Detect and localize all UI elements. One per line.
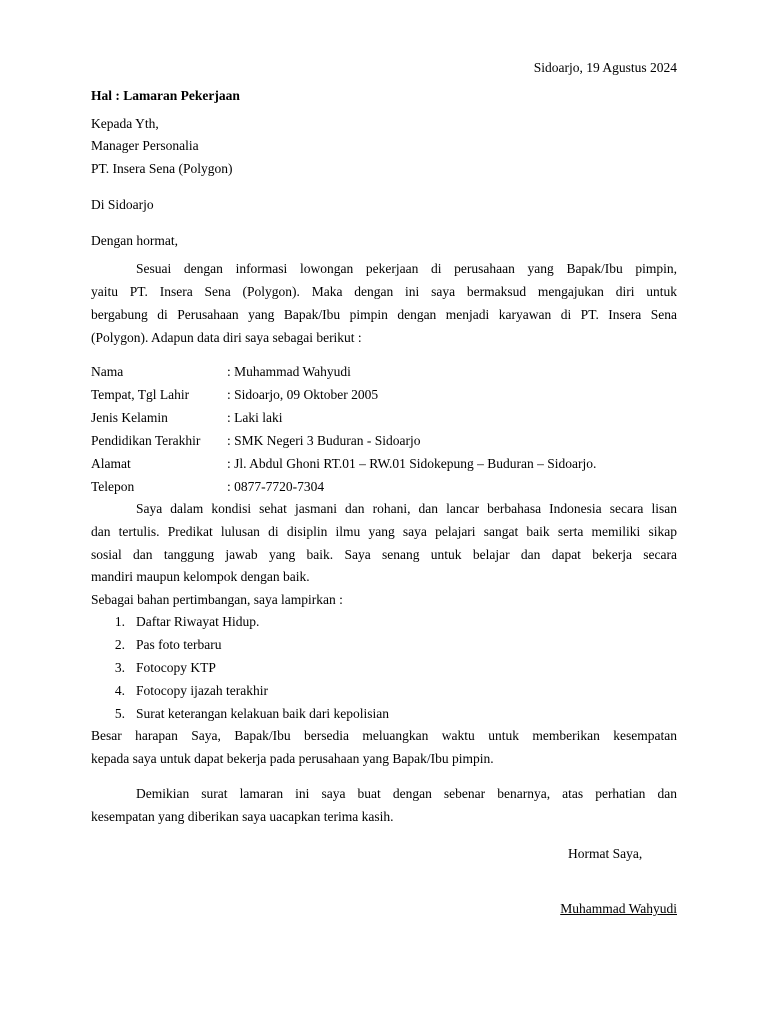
paragraph-line: kepada saya untuk dapat bekerja pada perusahaan yang Bapak/Ibu pimpin. — [91, 751, 494, 766]
field-label: Pendidikan Terakhir — [91, 433, 201, 448]
paragraph-line: sosial dan tanggung jawab yang baik. Saya senang untuk belajar dan dapat bekerja secara — [91, 547, 677, 562]
paragraph-line: mandiri maupun kelompok dengan baik. — [91, 569, 310, 584]
list-number: 5. — [114, 706, 125, 721]
letter-date: Sidoarjo, 19 Agustus 2024 — [533, 60, 677, 75]
greeting: Dengan hormat, — [91, 233, 178, 248]
list-item: Surat keterangan kelakuan baik dari kepolisian — [136, 706, 390, 721]
field-label: Tempat, Tgl Lahir — [91, 387, 190, 402]
paragraph-line: dan tertulis. Predikat lulusan di disiplin ilmu yang saya pelajari sangat baik serta memiliki sikap — [91, 524, 677, 539]
recipient-line: PT. Insera Sena (Polygon) — [91, 161, 233, 176]
list-item: Pas foto terbaru — [136, 637, 222, 652]
list-number: 2. — [114, 637, 125, 652]
list-number: 4. — [114, 683, 125, 698]
field-value: : SMK Negeri 3 Buduran - Sidoarjo — [227, 433, 421, 448]
letter-subject: Hal : Lamaran Pekerjaan — [91, 88, 240, 103]
recipient-line: Kepada Yth, — [91, 116, 159, 131]
paragraph-line: bergabung di Perusahaan yang Bapak/Ibu pimpin dengan menjadi karyawan di PT. Insera Sena — [91, 307, 677, 322]
paragraph-line: Demikian surat lamaran ini saya buat dengan sebenar benarnya, atas perhatian dan — [136, 786, 677, 801]
field-label: Nama — [91, 364, 124, 379]
paragraph-line: (Polygon). Adapun data diri saya sebagai berikut : — [91, 330, 362, 345]
paragraph-line: Saya dalam kondisi sehat jasmani dan rohani, dan lancar berbahasa Indonesia secara lisan — [136, 501, 677, 516]
field-value: : Jl. Abdul Ghoni RT.01 – RW.01 Sidokepung – Buduran – Sidoarjo. — [227, 456, 597, 471]
paragraph-line: kesempatan yang diberikan saya uacapkan terima kasih. — [91, 809, 394, 824]
closing-salutation: Hormat Saya, — [568, 846, 643, 861]
field-label: Jenis Kelamin — [91, 410, 168, 425]
list-number: 3. — [114, 660, 125, 675]
list-item: Fotocopy ijazah terakhir — [136, 683, 268, 698]
list-item: Fotocopy KTP — [136, 660, 216, 675]
signature-name: Muhammad Wahyudi — [560, 901, 677, 916]
field-label: Alamat — [91, 456, 131, 471]
field-value: : Muhammad Wahyudi — [227, 364, 351, 379]
list-number: 1. — [114, 614, 125, 629]
recipient-line: Manager Personalia — [91, 138, 199, 153]
field-value: : Sidoarjo, 09 Oktober 2005 — [227, 387, 379, 402]
recipient-location: Di Sidoarjo — [91, 197, 154, 212]
field-value: : 0877-7720-7304 — [227, 479, 325, 494]
paragraph-line: yaitu PT. Insera Sena (Polygon). Maka dengan ini saya bermaksud mengajukan diri untuk — [91, 284, 677, 299]
list-item: Daftar Riwayat Hidup. — [136, 614, 260, 629]
paragraph-line: Besar harapan Saya, Bapak/Ibu bersedia meluangkan waktu untuk memberikan kesempatan — [91, 728, 677, 743]
field-value: : Laki laki — [227, 410, 283, 425]
field-label: Telepon — [91, 479, 135, 494]
paragraph-line: Sesuai dengan informasi lowongan pekerjaan di perusahaan yang Bapak/Ibu pimpin, — [136, 261, 677, 276]
attachments-intro: Sebagai bahan pertimbangan, saya lampirkan : — [91, 592, 343, 607]
